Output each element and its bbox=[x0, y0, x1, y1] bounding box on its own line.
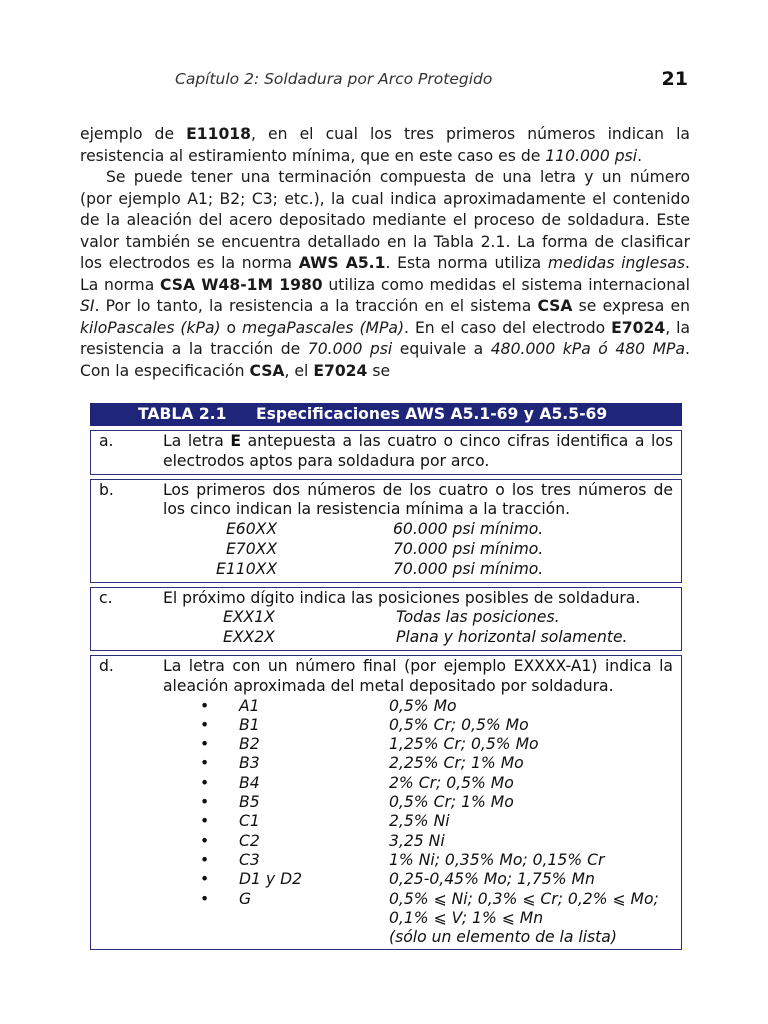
list-item: • B2 1,25% Cr; 0,5% Mo bbox=[200, 735, 539, 754]
specifications-table bbox=[90, 403, 682, 950]
bullet-icon: • bbox=[200, 793, 210, 812]
table-title-bar bbox=[90, 403, 682, 426]
list-item: • B1 0,5% Cr; 0,5% Mo bbox=[200, 715, 529, 734]
list-item: • B3 2,25% Cr; 1% Mo bbox=[200, 754, 524, 773]
spec-value: Plana y horizontal solamente. bbox=[396, 628, 628, 647]
body-text bbox=[80, 124, 690, 382]
chapter-title: Capítulo 2: Soldadura por Arco Protegido bbox=[175, 70, 493, 88]
list-item: • C3 1% Ni; 0,35% Mo; 0,15% Cr bbox=[200, 850, 605, 869]
bullet-icon: • bbox=[200, 773, 210, 792]
spec-line bbox=[91, 608, 681, 628]
list-item: • B4 2% Cr; 0,5% Mo bbox=[200, 773, 514, 792]
electrode-code: EXX2X bbox=[223, 628, 275, 647]
electrode-code: E60XX bbox=[225, 520, 277, 539]
running-header bbox=[0, 68, 768, 94]
row-text: Los primeros dos números de los cuatro o los tres números de los cinco indican la resistencia mínima a la tracción. bbox=[163, 480, 673, 519]
list-item: • D1 y D2 0,25-0,45% Mo; 1,75% Mn bbox=[200, 870, 595, 889]
bullet-icon: • bbox=[200, 735, 210, 754]
bullet-icon: • bbox=[200, 850, 210, 869]
paragraph-2: Se puede tener una terminación compuesta de una letra y un número (por ejemplo A1; B2; C3; etc.), la cual indica aproximadamente el contenido de la aleación del acero depositado mediante el proceso de soldadura. Este valor también se encuentra detallado en la Tabla 2.1. La forma de clasificar los electrodos es la norma AWS A5.1. Esta norma utiliza medidas inglesas. La norma CSA W48-1M 1980 utiliza como medidas el sistema internacional SI. Por lo tanto, la resistencia a la tracción en el sistema CSA se expresa en kiloPascales (kPa) o megaPascales (MPa). En el caso del electrodo E7024, la resistencia a la tracción de 70.000 psi equivale a 480.000 kPa ó 480 MPa. Con la especificación CSA, el E7024 se bbox=[80, 168, 691, 380]
row-label: c. bbox=[99, 588, 113, 607]
table-title: Especificaciones AWS A5.1-69 y A5.5-69 bbox=[256, 405, 608, 423]
paragraph-1: ejemplo de E11018, en el cual los tres primeros números indican la resistencia al estiramiento mínima, que en este caso es de 110.000 psi. bbox=[80, 125, 690, 165]
spec-line bbox=[91, 520, 681, 540]
row-text: El próximo dígito indica las posiciones posibles de soldadura. bbox=[163, 588, 641, 607]
electrode-code: EXX1X bbox=[223, 608, 275, 627]
spec-value: Todas las posiciones. bbox=[396, 608, 560, 627]
electrode-code: E70XX bbox=[225, 539, 277, 558]
page-number: 21 bbox=[661, 68, 688, 90]
spec-value: 60.000 psi mínimo. bbox=[393, 520, 544, 539]
letter-e: E bbox=[230, 432, 242, 450]
bullet-icon: • bbox=[200, 889, 210, 908]
list-item: • B5 0,5% Cr; 1% Mo bbox=[200, 793, 514, 812]
table-number: TABLA 2.1 bbox=[138, 405, 227, 423]
electrode-code: E110XX bbox=[216, 559, 277, 578]
spec-value: 70.000 psi mínimo. bbox=[393, 539, 544, 558]
row-label: d. bbox=[99, 656, 114, 675]
row-text: La letra con un número final (por ejemplo EXXXX-A1) indica la aleación aproximada del metal depositado por soldadura. bbox=[163, 656, 673, 695]
table-row-a bbox=[90, 430, 682, 475]
bullet-icon: • bbox=[200, 870, 210, 889]
bullet-icon: • bbox=[200, 831, 210, 850]
alloy-list bbox=[91, 697, 681, 948]
row-label: a. bbox=[99, 432, 114, 450]
bullet-icon: • bbox=[200, 812, 210, 831]
table-row-d bbox=[90, 655, 682, 950]
spec-line bbox=[91, 628, 681, 648]
bullet-icon: • bbox=[200, 715, 210, 734]
table-row-b bbox=[90, 479, 682, 583]
list-item-continuation: 0,1% ⩽ V; 1% ⩽ Mn bbox=[389, 908, 544, 927]
spec-line bbox=[91, 560, 681, 580]
list-item: • G 0,5% ⩽ Ni; 0,3% ⩽ Cr; 0,2% ⩽ Mo; bbox=[200, 889, 659, 908]
bullet-icon: • bbox=[200, 754, 210, 773]
row-text: La letra E antepuesta a las cuatro o cinco cifras identifica a los electrodos aptos para soldadura por arco. bbox=[163, 432, 673, 470]
bullet-icon: • bbox=[200, 696, 210, 715]
list-item: • A1 0,5% Mo bbox=[200, 696, 457, 715]
list-item: • C1 2,5% Ni bbox=[200, 812, 450, 831]
row-label: b. bbox=[99, 480, 114, 499]
list-item: • C2 3,25 Ni bbox=[200, 831, 445, 850]
table-row-c bbox=[90, 587, 682, 651]
spec-line bbox=[91, 540, 681, 560]
spec-value: 70.000 psi mínimo. bbox=[393, 559, 544, 578]
list-item-continuation: (sólo un elemento de la lista) bbox=[389, 928, 617, 947]
